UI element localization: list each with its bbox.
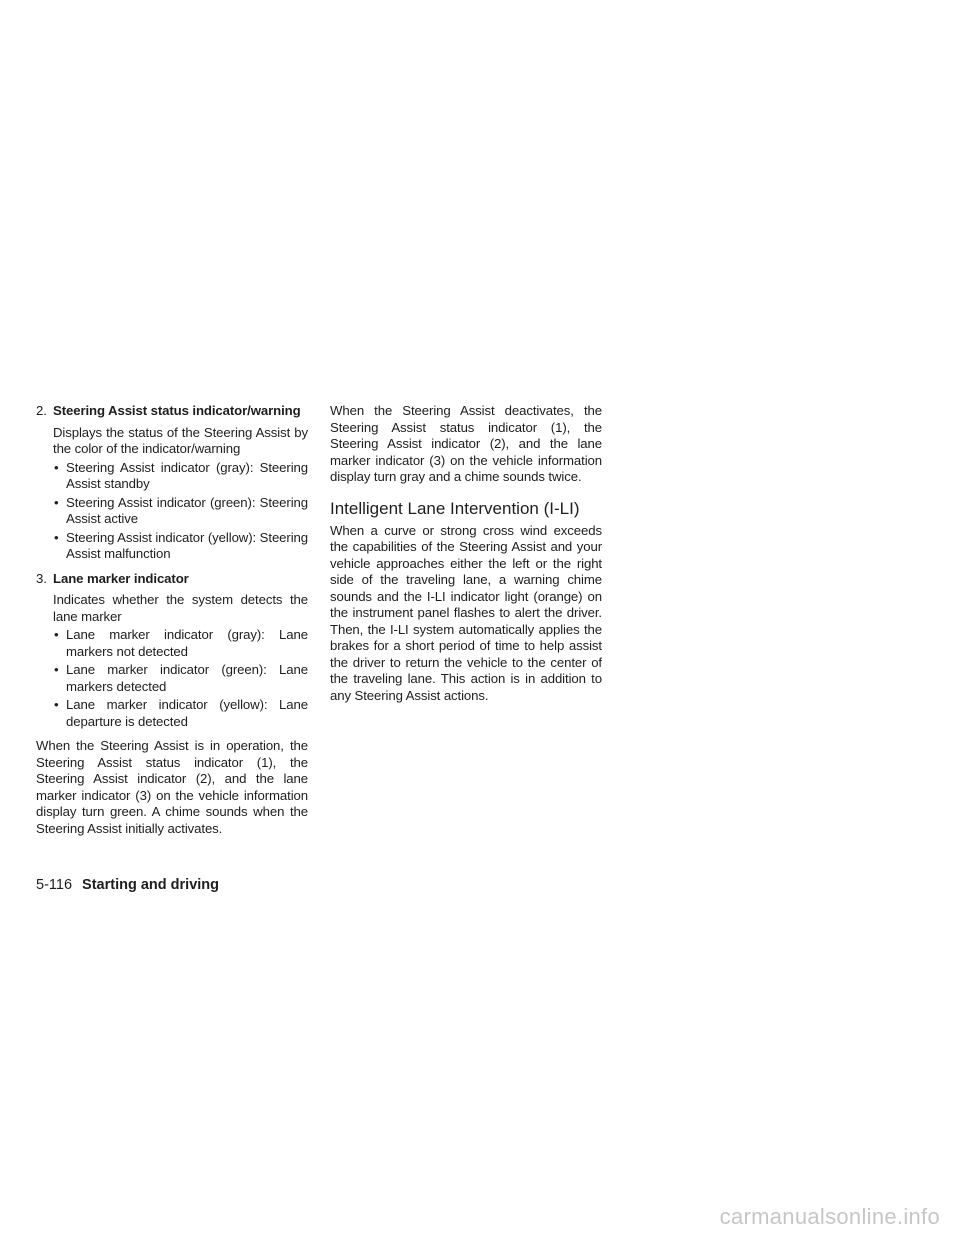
bullet-item: • Lane marker indicator (yellow): Lane departure is detected	[53, 697, 308, 730]
item-heading: Steering Assist status indicator/warning	[53, 403, 301, 418]
numbered-item-3	[36, 571, 308, 731]
bullet-item: • Lane marker indicator (gray): Lane markers not detected	[53, 627, 308, 660]
deactivate-paragraph: When the Steering Assist deactivates, the Steering Assist status indicator (1), the Steering Assist indicator (2), and the lane marker indicator (3) on the vehicle information display turn gray and a chime sounds twice.	[330, 403, 602, 484]
left-column	[36, 403, 308, 837]
bullet-list	[53, 460, 308, 563]
item-description: Displays the status of the Steering Assist by the color of the indicator/warning	[53, 424, 308, 456]
page-number: 5-116	[36, 877, 73, 893]
ili-paragraph: When a curve or strong cross wind exceeds the capabilities of the Steering Assist and your vehicle approaches either the left or the right side of the traveling lane, a warning chime sounds and the I-LI indicator light (orange) on the instrument panel flashes to alert the driver. Then, the I-LI system automatically applies the brakes for a short period of time to help assist the driver to return the vehicle to the center of the traveling lane. This action is in addition to any Steering Assist actions.	[330, 522, 602, 703]
bullet-list	[53, 627, 308, 730]
bullet-item: • Steering Assist indicator (green): Steering Assist active	[53, 495, 308, 528]
section-heading: Intelligent Lane Intervention (I-LI)	[330, 498, 580, 518]
numbered-item-2	[36, 403, 308, 563]
bullet-item: • Lane marker indicator (green): Lane markers detected	[53, 662, 308, 695]
operation-paragraph: When the Steering Assist is in operation, the Steering Assist status indicator (1), the Steering Assist indicator (2), and the lane marker indicator (3) on the vehicle information display turn green. A chime sounds when the Steering Assist initially activates.	[36, 738, 308, 836]
item-number: 2.	[36, 403, 47, 418]
chapter-title: Starting and driving	[82, 877, 219, 893]
bullet-item: • Steering Assist indicator (gray): Steering Assist standby	[53, 460, 308, 493]
item-heading: Lane marker indicator	[53, 570, 189, 586]
item-number: 3.	[36, 570, 47, 586]
bullet-item: • Steering Assist indicator (yellow): Steering Assist malfunction	[53, 530, 308, 563]
right-column	[330, 403, 602, 704]
item-description: Indicates whether the system detects the lane marker	[53, 592, 308, 624]
page-footer	[36, 876, 219, 894]
watermark: carmanualsonline.info	[719, 1204, 940, 1229]
